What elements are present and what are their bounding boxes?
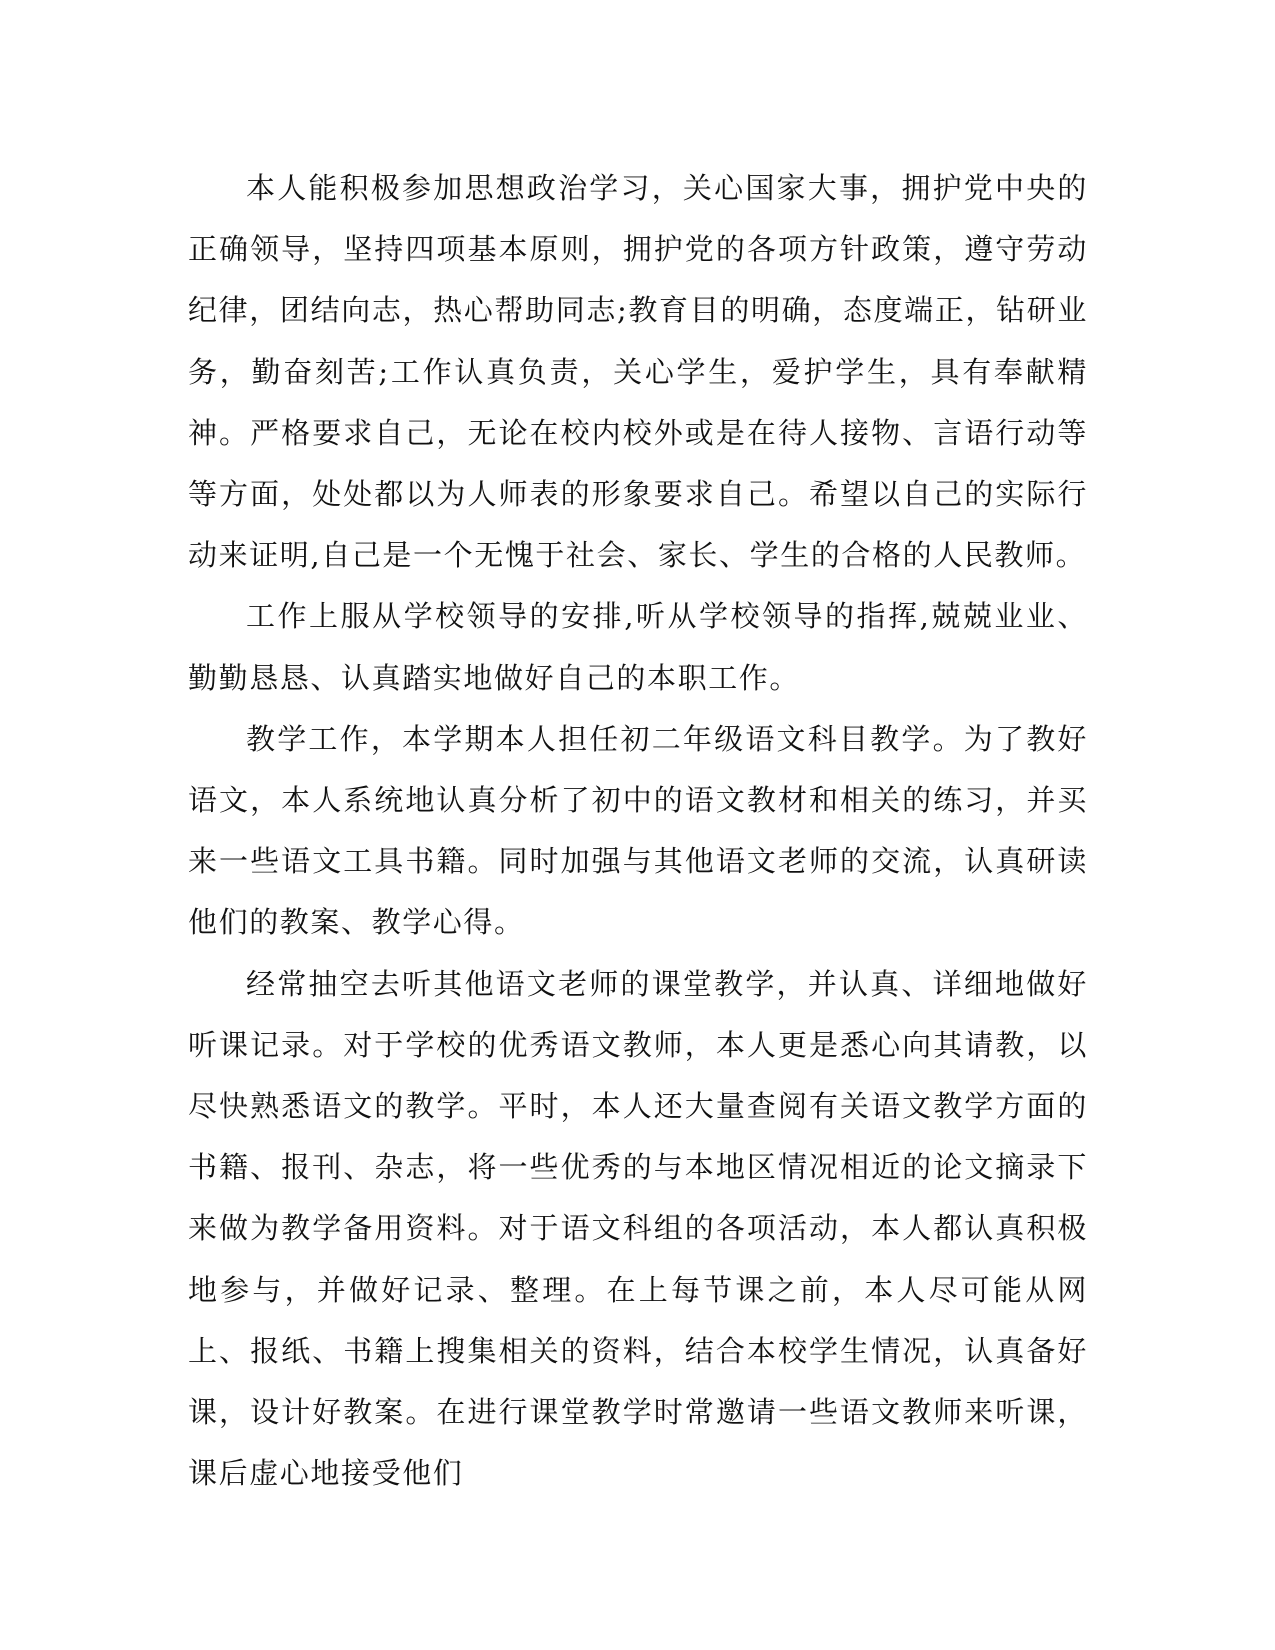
paragraph-teaching-work: 教学工作，本学期本人担任初二年级语文科目教学。为了教好语文，本人系统地认真分析了初中的语文教材和相关的练习，并买来一些语文工具书籍。同时加强与其他语文老师的交流，认真研读他们的教案、教学心得。 [188,721,1088,940]
paragraph-political-study: 本人能积极参加思想政治学习，关心国家大事，拥护党中央的正确领导，坚持四项基本原则，拥护党的各项方针政策，遵守劳动纪律，团结向志，热心帮助同志;教育目的明确，态度端正，钻研业务，勤奋刻苦;工作认真负责，关心学生，爱护学生，具有奉献精神。严格要求自己，无论在校内校外或是在待人接物、言语行动等等方面，处处都以为人师表的形象要求自己。希望以自己的实际行动来证明,自己是一个无愧于社会、家长、学生的合格的人民教师。 [188,171,1088,573]
paragraph-class-observation: 经常抽空去听其他语文老师的课堂教学，并认真、详细地做好听课记录。对于学校的优秀语文教师，本人更是悉心向其请教，以尽快熟悉语文的教学。平时，本人还大量查阅有关语文教学方面的书籍、报刊、杂志，将一些优秀的与本地区情况相近的论文摘录下来做为教学备用资料。对于语文科组的各项活动，本人都认真积极地参与，并做好记录、整理。在上每节课之前，本人尽可能从网上、报纸、书籍上搜集相关的资料，结合本校学生情况，认真备好课，设计好教案。在进行课堂教学时常邀请一些语文教师来听课，课后虚心地接受他们 [188,966,1088,1491]
document-body [188,158,1088,1504]
paragraph-work-attitude: 工作上服从学校领导的安排,听从学校领导的指挥,兢兢业业、勤勤恳恳、认真踏实地做好自己的本职工作。 [188,599,1088,695]
